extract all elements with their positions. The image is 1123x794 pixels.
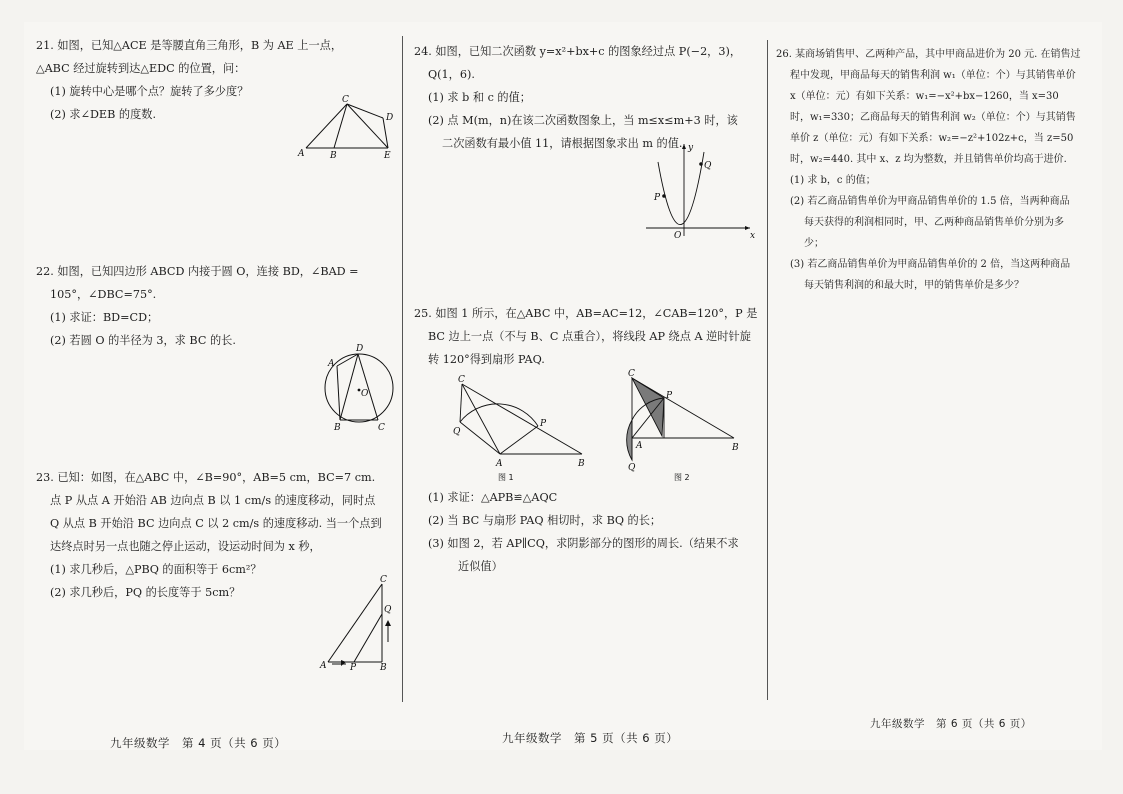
fig22-label-o: O bbox=[361, 389, 369, 399]
q21-part2: (2) 求∠DEB 的度数. bbox=[50, 108, 156, 121]
page-5-footer: 九年级数学 第 5 页（共 6 页） bbox=[502, 731, 679, 745]
q24-stem: 24. 如图，已知二次函数 y=x²+bx+c 的图象经过点 P(−2，3)， bbox=[414, 45, 742, 58]
q26-stem: x（单位：元）有如下关系：w₁=−x²+bx−1260，当 x=30 bbox=[790, 91, 1059, 102]
q24-part2: (2) 点 M(m，n)在该二次函数图象上，当 m≤x≤m+3 时，该 bbox=[428, 114, 738, 127]
q26-stem: 时，w₁=330；乙商品每天的销售利润 w₂（单位：个）与其销售 bbox=[790, 112, 1076, 123]
fig24-label-x: x bbox=[750, 231, 756, 241]
fig23-label-a: A bbox=[320, 661, 327, 671]
q26-stem: 26. 某商场销售甲、乙两种产品，其中甲商品进价为 20 元. 在销售过 bbox=[776, 49, 1081, 60]
question-22 bbox=[36, 260, 396, 352]
q23-figure bbox=[318, 575, 398, 673]
q25-stem: 25. 如图 1 所示，在△ABC 中，AB=AC=12，∠CAB=120°，P 是 bbox=[414, 307, 758, 320]
fig23-label-b: B bbox=[380, 663, 387, 673]
q25-part1: (1) 求证：△APB≌△AQC bbox=[428, 491, 558, 504]
q26-part2: 每天获得的利润相同时，甲、乙两种商品销售单价分别为多 bbox=[804, 217, 1064, 228]
fig25a-label-a: A bbox=[496, 459, 503, 469]
q25-stem: BC 边上一点（不与 B、C 点重合），将线段 AP 绕点 A 逆时针旋 bbox=[428, 330, 751, 343]
fig25b-label-p: P bbox=[666, 391, 673, 401]
q23-stem: 达终点时另一点也随之停止运动，设运动时间为 x 秒， bbox=[50, 540, 321, 553]
fig22-label-c: C bbox=[378, 423, 385, 433]
question-25 bbox=[414, 302, 764, 371]
fig25a-label-p: P bbox=[540, 419, 547, 429]
q22-part1: (1) 求证：BD=CD； bbox=[50, 311, 159, 324]
q22-stem: 22. 如图，已知四边形 ABCD 内接于圆 O，连接 BD，∠BAD = bbox=[36, 265, 359, 278]
q22-stem: 105°，∠DBC=75°. bbox=[50, 288, 157, 301]
q26-stem: 单价 z（单位：元）有如下关系：w₂=−z²+102z+c，当 z=50 bbox=[790, 133, 1074, 144]
fig21-label-c: C bbox=[342, 95, 349, 105]
page-4-footer: 九年级数学 第 4 页（共 6 页） bbox=[110, 736, 287, 750]
q26-part3: (3) 若乙商品销售单价为甲商品销售单价的 2 倍，当这两种商品 bbox=[790, 259, 1071, 270]
q26-part2: 少； bbox=[804, 238, 824, 249]
q24-part1: (1) 求 b 和 c 的值； bbox=[428, 91, 531, 104]
divider-right bbox=[767, 40, 768, 700]
question-24 bbox=[414, 40, 764, 155]
q26-part1: (1) 求 b，c 的值； bbox=[790, 175, 876, 186]
q24-part2: 二次函数有最小值 11，请根据图象求出 m 的值. bbox=[442, 137, 683, 150]
fig22-label-d: D bbox=[356, 344, 364, 354]
q23-stem: Q 从点 B 开始沿 BC 边向点 C 以 2 cm/s 的速度移动. 当一个点到 bbox=[50, 517, 382, 530]
fig24-label-o: O bbox=[674, 231, 682, 241]
q23-part2: (2) 求几秒后，PQ 的长度等于 5cm？ bbox=[50, 586, 241, 599]
fig22-label-a: A bbox=[328, 359, 335, 369]
fig25a-label-q: Q bbox=[453, 427, 461, 437]
q23-stem: 23. 已知：如图，在△ABC 中，∠B=90°，AB=5 cm，BC=7 cm. bbox=[36, 471, 376, 484]
fig23-label-q: Q bbox=[384, 605, 392, 615]
page-6-footer: 九年级数学 第 6 页（共 6 页） bbox=[870, 718, 1032, 730]
q26-part3: 每天销售利润的和最大时，甲的销售单价是多少？ bbox=[804, 280, 1024, 291]
q21-stem: 21. 如图，已知△ACE 是等腰直角三角形，B 为 AE 上一点， bbox=[36, 39, 343, 52]
q25-figure-1 bbox=[452, 376, 592, 486]
q25-part3: (3) 如图 2，若 AP∥CQ，求阴影部分的图形的周长.（结果不求 bbox=[428, 537, 739, 550]
fig21-label-a: A bbox=[298, 149, 305, 159]
fig25a-label-b: B bbox=[578, 459, 585, 469]
fig22-label-b: B bbox=[334, 423, 341, 433]
fig23-label-p: P bbox=[350, 663, 357, 673]
q21-part1: (1) 旋转中心是哪个点？旋转了多少度？ bbox=[50, 85, 249, 98]
fig25b-label-q: Q bbox=[628, 463, 636, 473]
q21-stem: △ABC 经过旋转到达△EDC 的位置，问： bbox=[36, 62, 246, 75]
fig25a-caption: 图 1 bbox=[498, 473, 514, 482]
fig25a-label-c: C bbox=[458, 375, 465, 385]
question-25-parts bbox=[414, 486, 764, 578]
q22-figure bbox=[322, 344, 402, 434]
divider-left bbox=[402, 36, 403, 702]
q21-figure bbox=[298, 95, 398, 161]
fig21-label-d: D bbox=[386, 113, 394, 123]
fig23-label-c: C bbox=[380, 575, 387, 585]
q24-stem: Q(1，6). bbox=[428, 68, 475, 81]
q25-figure-2 bbox=[622, 369, 752, 484]
q23-part1: (1) 求几秒后，△PBQ 的面积等于 6cm²？ bbox=[50, 563, 262, 576]
fig24-label-p: P bbox=[654, 193, 661, 203]
q22-part2: (2) 若圆 O 的半径为 3，求 BC 的长. bbox=[50, 334, 236, 347]
fig21-label-e: E bbox=[384, 151, 391, 161]
fig24-label-y: y bbox=[688, 143, 694, 153]
q25-part3: 近似值） bbox=[458, 560, 503, 573]
q23-stem: 点 P 从点 A 开始沿 AB 边向点 B 以 1 cm/s 的速度移动，同时点 bbox=[50, 494, 376, 507]
q26-stem: 时，w₂=440. 其中 x、z 均为整数，并且销售单价均高于进价. bbox=[790, 154, 1067, 165]
q25-part2: (2) 当 BC 与扇形 PAQ 相切时，求 BQ 的长； bbox=[428, 514, 662, 527]
fig25b-label-c: C bbox=[628, 369, 635, 379]
fig21-label-b: B bbox=[330, 151, 337, 161]
q26-part2: (2) 若乙商品销售单价为甲商品销售单价的 1.5 倍，当两种商品 bbox=[790, 196, 1070, 207]
q26-stem: 程中发现，甲商品每天的销售利润 w₁（单位：个）与其销售单价 bbox=[790, 70, 1076, 81]
fig25b-label-b: B bbox=[732, 443, 739, 453]
q25-stem: 转 120°得到扇形 PAQ. bbox=[428, 353, 545, 366]
q24-figure bbox=[646, 142, 756, 241]
fig25b-caption: 图 2 bbox=[674, 473, 690, 482]
fig25b-label-a: A bbox=[636, 441, 643, 451]
fig24-label-q: Q bbox=[704, 161, 712, 171]
question-26 bbox=[776, 44, 1094, 296]
